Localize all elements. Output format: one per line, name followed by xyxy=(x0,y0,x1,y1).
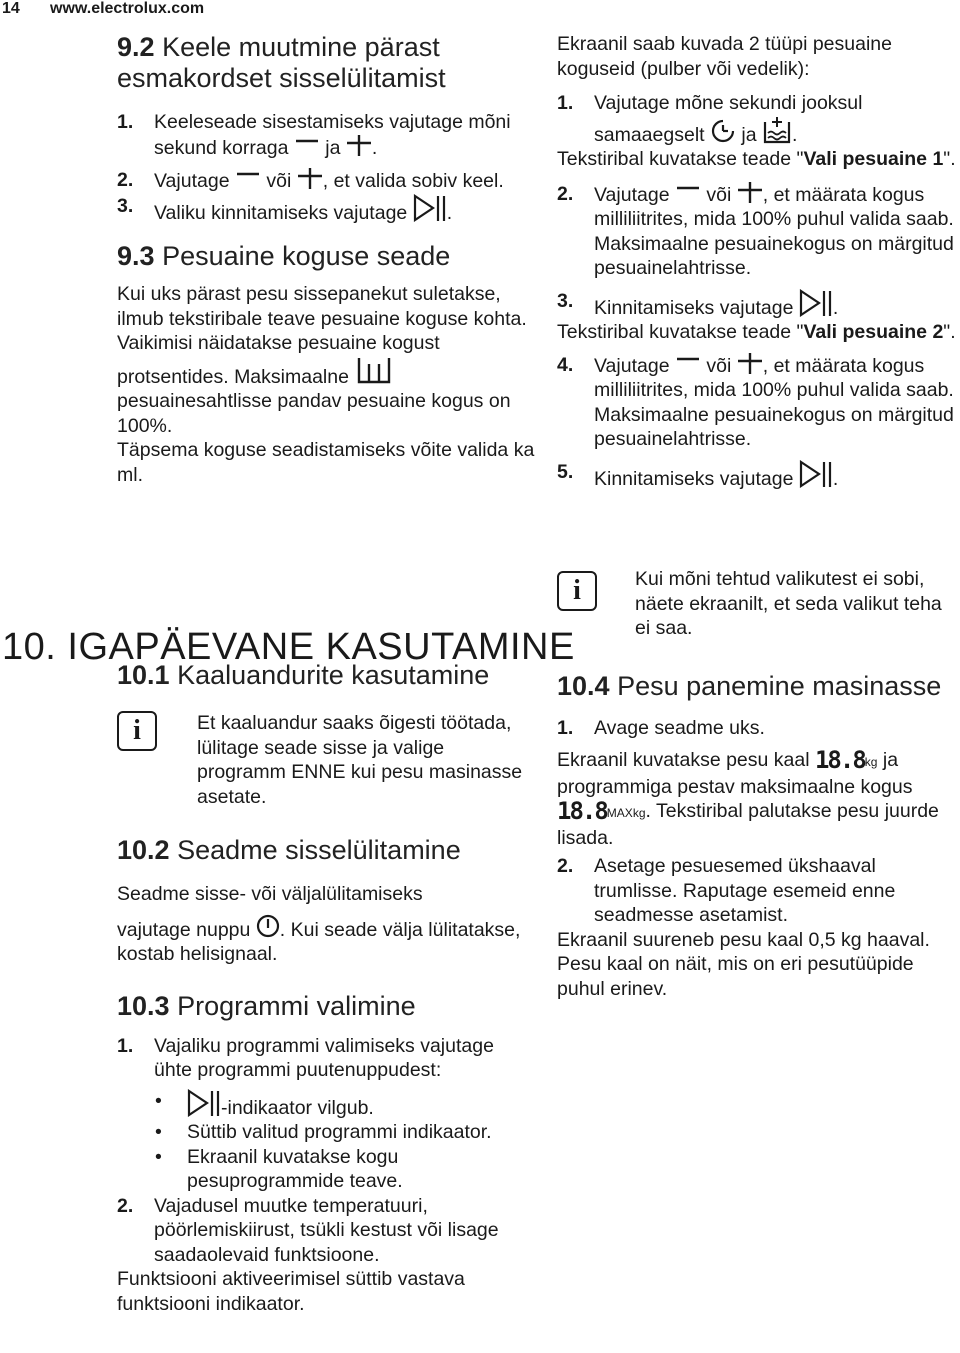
section-10-4-heading: 10.4 Pesu panemine masinasse xyxy=(557,670,942,701)
detergent-drawer-icon xyxy=(354,356,394,386)
right-column xyxy=(557,32,957,1001)
left-column-lower xyxy=(117,660,537,1316)
info-note xyxy=(557,568,957,641)
chapter-heading: 10. IGAPÄEVANE KASUTAMINE xyxy=(2,626,575,669)
left-column-upper xyxy=(117,32,537,487)
plus-icon xyxy=(737,353,763,375)
function-indicator-text: Funktsiooni aktiveerimisel süttib vastava funktsiooni indikaator. xyxy=(117,1268,465,1315)
time-manager-icon xyxy=(710,118,736,144)
step-3: 3. Valiku kinnitamiseks vajutage . xyxy=(117,194,453,224)
info-icon: i xyxy=(557,571,597,611)
bullet-item: • -indikaator vilgub. xyxy=(155,1089,374,1119)
minus-icon xyxy=(294,137,320,157)
detergent-step-4: 4. Vajutage või , et määrata kogus milliliitrites, mida 100% puhul valida saab. Maksimaalne pesuainekogus on märgitud pesuainelahtrisse. xyxy=(557,353,954,450)
power-on-text-1: Seadme sisse- või väljalülitamiseks xyxy=(117,883,423,905)
load-step-1: 1. Avage seadme uks. xyxy=(557,716,765,739)
info-icon: i xyxy=(117,711,157,751)
section-9-3-heading: 9.3 Pesuaine koguse seade xyxy=(117,241,451,271)
info-note-text: Et kaaluandur saaks õigesti töötada, lülitage seade sisse ja valige programm ENNE kui pesu masinasse asetate. xyxy=(197,712,523,808)
weight-increment-text: Ekraanil suureneb pesu kaal 0,5 kg haaval. Pesu kaal on näit, mis on eri pesutüüpide puhul erinev. xyxy=(557,928,930,1000)
bullet-item: • Süttib valitud programmi indikaator. xyxy=(155,1121,492,1143)
page-number: 14 xyxy=(2,0,20,17)
plus-icon xyxy=(297,168,323,190)
step-2: 2. Vajutage või , et valida sobiv keel. xyxy=(117,169,504,192)
start-pause-icon xyxy=(413,194,447,222)
detergent-step-5: 5. Kinnitamiseks vajutage . xyxy=(557,460,839,490)
minus-icon xyxy=(235,170,261,190)
detergent-info-text: Kui uks pärast pesu sissepanekut suletakse, ilmub tekstiribale teave pesuaine koguse kohta. Vaikimisi näidatakse pesuaine kogust protsentides. Maksimaalne pesuainesahtlisse pandav pesuaine kogus on 100%. xyxy=(117,283,527,437)
start-pause-icon xyxy=(799,289,833,317)
detergent-step-1: 1. Vajutage mõne sekundi jooksul samaaegselt ja . xyxy=(557,92,863,146)
detergent-types-intro: Ekraanil saab kuvada 2 tüüpi pesuaine koguseid (pulber või vedelik): xyxy=(557,33,892,80)
minus-icon xyxy=(675,355,701,375)
start-pause-icon xyxy=(799,460,833,488)
program-step-2: 2. Vajadusel muutke temperatuuri, pöörlemiskiirust, tsükli kestust või lisage saadaolevaid funktsioone. xyxy=(117,1194,499,1266)
info-note xyxy=(117,711,537,809)
plus-icon xyxy=(737,182,763,204)
minus-icon xyxy=(675,184,701,204)
section-10-1-heading: 10.1 Kaaluandurite kasutamine xyxy=(117,660,490,690)
extra-rinse-icon xyxy=(762,116,792,144)
max-weight-display: 18.8 xyxy=(557,797,607,825)
detergent-step-3: 3. Kinnitamiseks vajutage . xyxy=(557,289,839,319)
weight-display: 18.8 xyxy=(814,746,865,774)
page-header xyxy=(0,0,960,22)
program-step-1: 1. Vajaliku programmi valimiseks vajutage ühte programmi puutenuppudest: xyxy=(117,1034,494,1081)
bullet-item: • Ekraanil kuvatakse kogu pesuprogrammide teave. xyxy=(155,1145,403,1192)
power-on-text-2: vajutage nuppu . Kui seade välja lülitatakse, kostab helisignaal. xyxy=(117,913,537,967)
plus-icon xyxy=(346,135,372,157)
info-note-text: Kui mõni tehtud valikutest ei sobi, näete ekraanilt, et seda valikut teha ei saa. xyxy=(635,568,942,639)
display-message-2: Tekstiribal kuvatakse teade "Vali pesuaine 2". xyxy=(557,321,956,343)
section-10-2-heading: 10.2 Seadme sisselülitamine xyxy=(117,835,461,865)
section-10-3-heading: 10.3 Programmi valimine xyxy=(117,990,416,1021)
site-url[interactable]: www.electrolux.com xyxy=(50,0,205,17)
step-1: 1. Keeleseade sisestamiseks vajutage mõni sekund korraga ja . xyxy=(117,111,511,159)
load-step-2: 2. Asetage pesuesemed ükshaaval trumlisse. Raputage esemeid enne seadmesse asetamist. xyxy=(557,855,896,926)
detergent-ml-text: Täpsema koguse seadistamiseks võite valida ka ml. xyxy=(117,439,535,486)
section-9-2-heading: 9.2 Keele muutmine pärast esmakordset sisselülitamist xyxy=(117,32,446,93)
detergent-step-2: 2. Vajutage või , et määrata kogus milliliitrites, mida 100% puhul valida saab. Maksimaalne pesuainekogus on märgitud pesuainelahtrisse. xyxy=(557,182,954,279)
start-pause-icon xyxy=(187,1089,221,1117)
power-icon xyxy=(256,913,280,939)
display-message-1: Tekstiribal kuvatakse teade "Vali pesuaine 1". xyxy=(557,148,956,170)
weight-display-text: Ekraanil kuvatakse pesu kaal 18.8kg ja programmiga pestav maksimaalne kogus 18.8MAXkg. Tekstiribal palutakse pesu juurde lisada. xyxy=(557,746,939,849)
